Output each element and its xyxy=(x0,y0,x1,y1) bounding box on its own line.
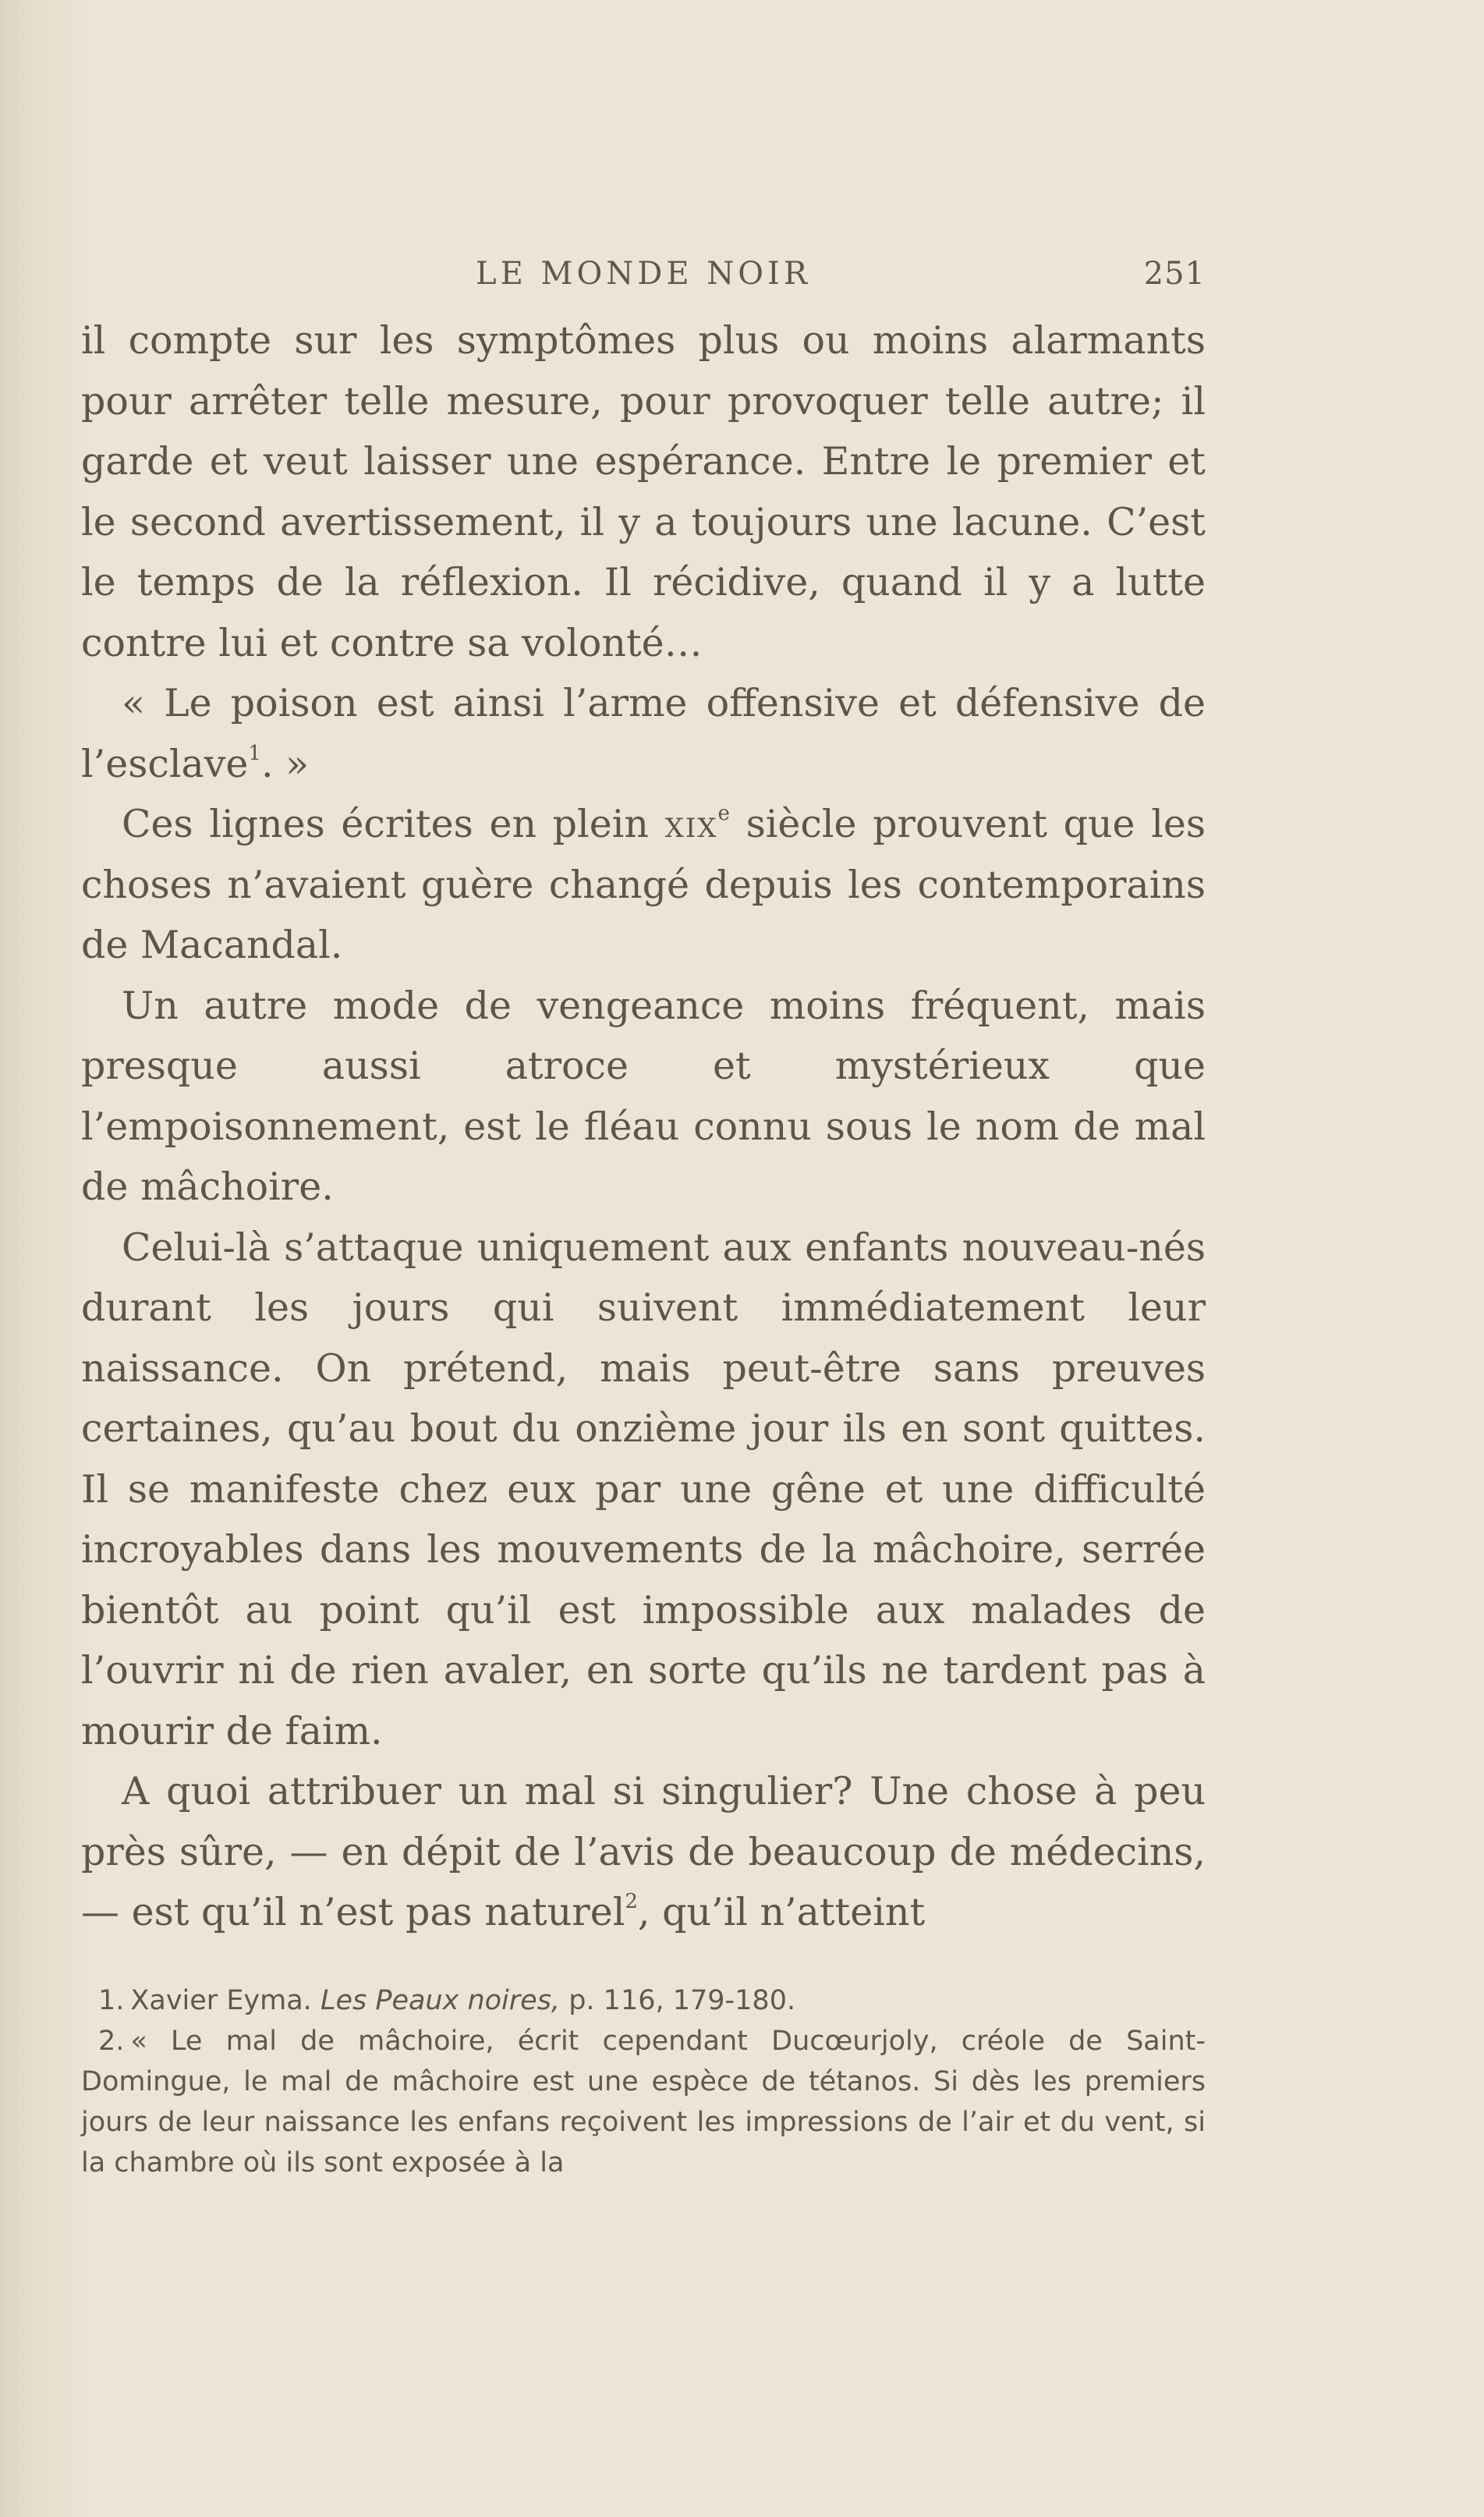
century-superscript: e xyxy=(717,802,730,825)
paragraph-5-text: Celui-là s’attaque uniquement aux enfants nouveau-nés durant les jours qui suivent immédiatement leur naissance. On prétend, mais peut-être sans preuves certaines, qu’au bout du onzième jour ils en sont quittes. Il se manifeste chez eux par une gêne et une difficulté incroyables dans les mouvements de la mâchoire, serrée bientôt au point qu’il est impossible aux malades de l’ouvrir ni de rien avaler, en sorte qu’ils ne tardent pas à mourir de faim. xyxy=(81,1225,1206,1753)
running-title: LE MONDE NOIR xyxy=(476,256,811,292)
paragraph-4 xyxy=(81,976,1206,1218)
paragraph-2-text: « Le poison est ainsi l’arme offensive et défensive de l’esclave xyxy=(81,681,1206,786)
footnote-1-title: Les Peaux noires, xyxy=(320,1984,561,2016)
footnote-ref-2: 2 xyxy=(625,1890,638,1913)
paragraph-6-text: A quoi attribuer un mal si singulier? Une chose à peu près sûre, — en dépit de l’avis de beaucoup de médecins, — est qu’il n’est pas naturel xyxy=(81,1769,1206,1934)
footnote-2-marker: 2. xyxy=(98,2025,125,2057)
footnote-2-text: « Le mal de mâchoire, écrit cependant Ducœurjoly, créole de Saint-Domingue, le mal de mâchoire est une espèce de tétanos. Si dès les premiers jours de leur naissance les enfans reçoivent les impressions de l’air et du vent, si la chambre où ils sont exposée à la xyxy=(81,2025,1206,2178)
page-content xyxy=(81,240,1206,2183)
body-text xyxy=(81,310,1206,1943)
paragraph-1 xyxy=(81,310,1206,673)
paragraph-2-end: . » xyxy=(260,741,310,786)
century-numeral: xix xyxy=(664,802,718,846)
footnote-2 xyxy=(81,2021,1206,2183)
paragraph-3 xyxy=(81,794,1206,976)
paragraph-5 xyxy=(81,1218,1206,1762)
paragraph-3-text: Ces lignes écrites en plein xyxy=(122,802,649,846)
footnote-ref-1: 1 xyxy=(248,741,261,765)
paragraph-3-end: siècle prouvent que les choses n’avaient guère changé depuis les contemporains de Macandal. xyxy=(81,802,1206,967)
page-number: 251 xyxy=(1143,256,1206,292)
footnotes xyxy=(81,1980,1206,2183)
paragraph-6 xyxy=(81,1761,1206,1943)
page-header xyxy=(81,240,1206,310)
footnote-1-pages: p. 116, 179-180. xyxy=(568,1984,796,2016)
paragraph-2 xyxy=(81,673,1206,794)
paragraph-4-text: Un autre mode de vengeance moins fréquent, mais presque aussi atroce et mystérieux que l’empoisonnement, est le fléau connu sous le nom de mal de mâchoire. xyxy=(81,983,1206,1209)
paragraph-1-text: il compte sur les symptômes plus ou moins alarmants pour arrêter telle mesure, pour provoquer telle autre; il garde et veut laisser une espérance. Entre le premier et le second avertissement, il y a toujours une lacune. C’est le temps de la réflexion. Il récidive, quand il y a lutte contre lui et contre sa volonté… xyxy=(81,318,1206,665)
footnote-1-marker: 1. xyxy=(98,1984,125,2016)
paragraph-6-end: , qu’il n’atteint xyxy=(637,1890,926,1934)
footnote-1 xyxy=(81,1980,1206,2021)
footnote-1-author: Xavier Eyma. xyxy=(130,1984,312,2016)
